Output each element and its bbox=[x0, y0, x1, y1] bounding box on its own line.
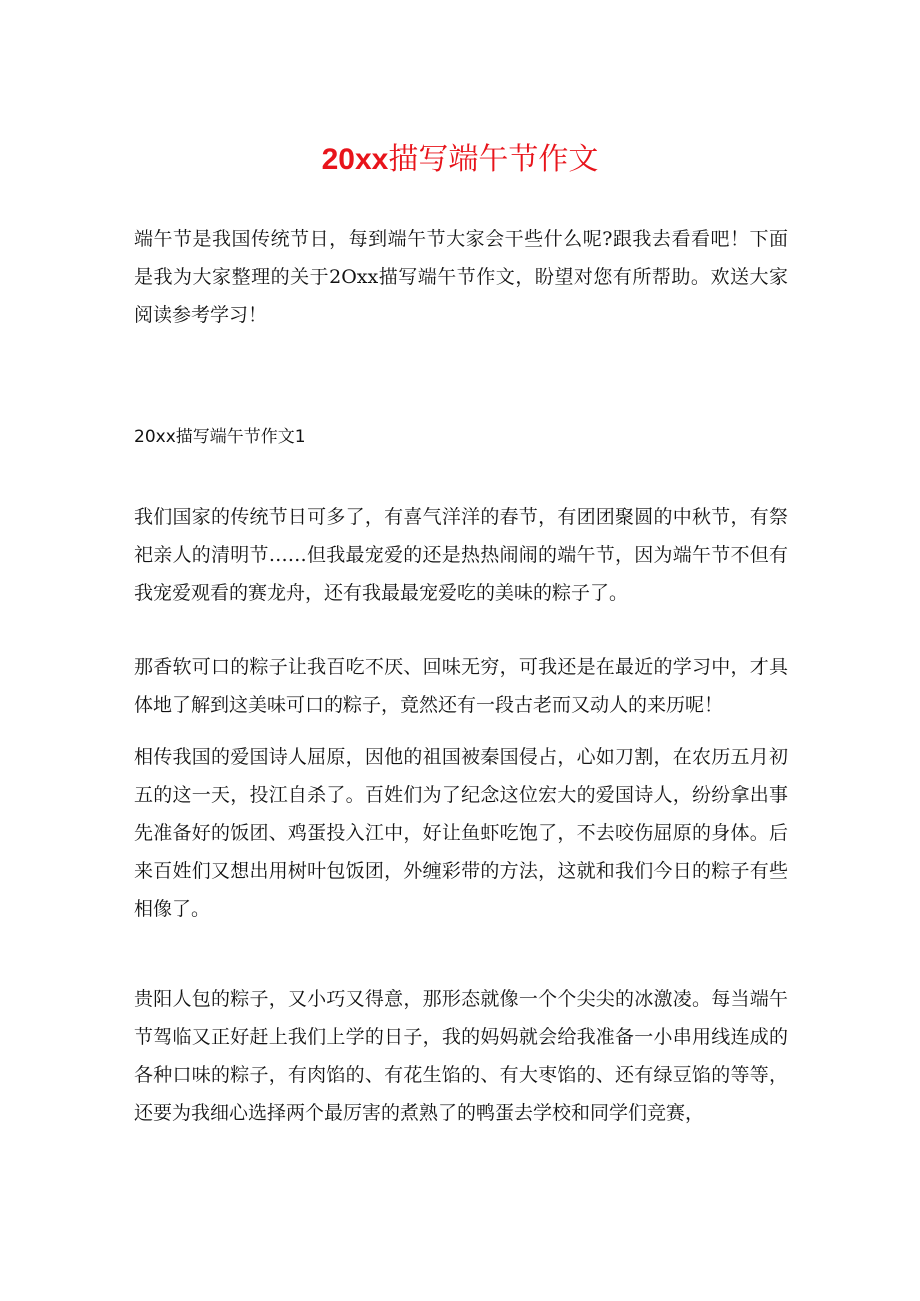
body-paragraph: 那香软可口的粽子让我百吃不厌、回味无穷，可我还是在最近的学习中，才具体地了解到这美味可口的粽子，竟然还有一段古老而又动人的来历呢！ bbox=[134, 656, 788, 716]
section-heading: 20xx描写端午节作文1 bbox=[134, 427, 306, 447]
body-paragraph: 贵阳人包的粽子，又小巧又得意，那形态就像一个个尖尖的冰激凌。每当端午节驾临又正好赶上我们上学的日子，我的妈妈就会给我准备一小串用线连成的各种口味的粽子，有肉馅的、有花生馅的、有大枣馅的、还有绿豆馅的等等，还要为我细心选择两个最厉害的煮熟了的鸭蛋去学校和同学们竞赛， bbox=[134, 988, 788, 1124]
body-paragraph: 相传我国的爱国诗人屈原，因他的祖国被秦国侵占，心如刀割，在农历五月初五的这一天，投江自杀了。百姓们为了纪念这位宏大的爱国诗人，纷纷拿出事先准备好的饭团、鸡蛋投入江中，好让鱼虾吃饱了，不去咬伤屈原的身体。后来百姓们又想出用树叶包饭团，外缠彩带的方法，这就和我们今日的粽子有些相像了。 bbox=[134, 746, 788, 920]
page-title: 20xx描写端午节作文 bbox=[321, 142, 599, 177]
title-year-text: 20xx bbox=[321, 143, 389, 176]
body-paragraph: 我们国家的传统节日可多了，有喜气洋洋的春节，有团团聚圆的中秋节，有祭祀亲人的清明节……但我最宠爱的还是热热闹闹的端午节，因为端午节不但有我宠爱观看的赛龙舟，还有我最最宠爱吃的美味的粽子了。 bbox=[134, 506, 788, 604]
intro-paragraph: 端午节是我国传统节日，每到端午节大家会干些什么呢?跟我去看看吧！下面是我为大家整理的关于2Oxx描写端午节作文，盼望对您有所帮助。欢送大家阅读参考学习！ bbox=[134, 228, 788, 326]
